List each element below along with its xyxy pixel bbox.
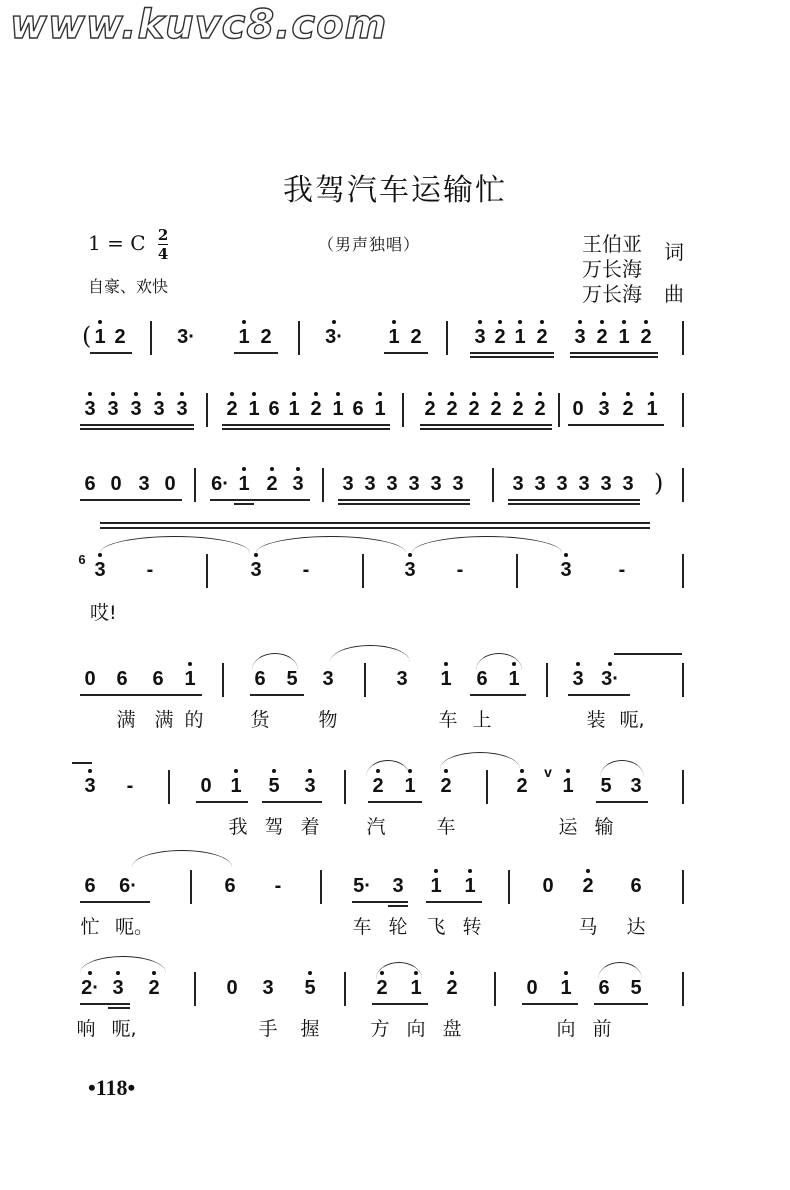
- score-line-4: 6 3 - 3 - 3 - 3 -: [0, 558, 790, 628]
- note: 1: [232, 325, 256, 349]
- note: 1: [508, 325, 532, 349]
- lyric-line-7: 忙 呃。 车 轮 飞 转 马 达: [80, 916, 646, 938]
- note: 3: [468, 325, 492, 349]
- score-line-6: 3 - 0 1 5 3 2 1 2 2 v 1 5 3: [0, 774, 790, 844]
- exclamation-lyric: 哎!: [90, 602, 117, 624]
- score-line-8: 2· 3 2 0 3 5 2 1 2 0 1 6 5: [0, 976, 790, 1046]
- note: 3: [568, 325, 592, 349]
- lyric-line-8: 响 呃, 手 握 方 向 盘 向 前: [76, 1018, 612, 1040]
- key-text: 1 = C: [88, 231, 146, 255]
- score-line-7: 6 6· 6 - 5· 3 1 1 0 2 6: [0, 874, 790, 944]
- song-title: 我驾汽车运输忙: [283, 173, 507, 208]
- note: 2: [410, 326, 422, 348]
- note: 3·: [177, 326, 195, 348]
- note: 1: [612, 325, 636, 349]
- score-line-1: [0, 322, 790, 395]
- composer-name-again: 万长海: [582, 282, 642, 306]
- composer-name: 万长海: [582, 257, 642, 281]
- note: 3·: [322, 325, 346, 349]
- score-line-3: 6 0 3 0 6· 1 2 3 3 3 3 3 3 3 3 3 3 3 3 3 ): [0, 472, 790, 542]
- time-signature: $\frac{2}{4}$: [157, 226, 169, 263]
- lyric-line-6: 我 驾 着 汽 车 运 输: [228, 816, 614, 838]
- score-line-2: 3 3 3 3 3 2 1 6 1 2 1 6 1 2 2 2 2 2 2 0 3 2 1: [0, 397, 790, 467]
- watermark: www.kuvc8.com: [10, 2, 388, 48]
- key-signature: [88, 226, 168, 263]
- composer-role: 曲: [664, 282, 684, 306]
- note: 1: [88, 325, 112, 349]
- score-line-5: 0 6 6 1 6 5 3 3 1 6 1 3 3·: [0, 667, 790, 737]
- lyric-line-5: 满 满 的 货 物 车 上 装 呃,: [116, 709, 645, 731]
- tempo-marking: 自豪、欢快: [88, 277, 169, 296]
- note: 2: [590, 325, 614, 349]
- lyricist-name: 王伯亚: [582, 232, 642, 256]
- note: 1: [382, 325, 406, 349]
- note: 2: [114, 326, 126, 348]
- performance-note: （男声独唱）: [318, 235, 421, 254]
- note: 2: [488, 325, 512, 349]
- page-number: •118•: [88, 1075, 136, 1100]
- open-paren: (: [82, 322, 92, 350]
- note: 2: [530, 325, 554, 349]
- note: 2: [260, 326, 272, 348]
- lyricist-role: 词: [664, 240, 684, 264]
- note: 2: [634, 325, 658, 349]
